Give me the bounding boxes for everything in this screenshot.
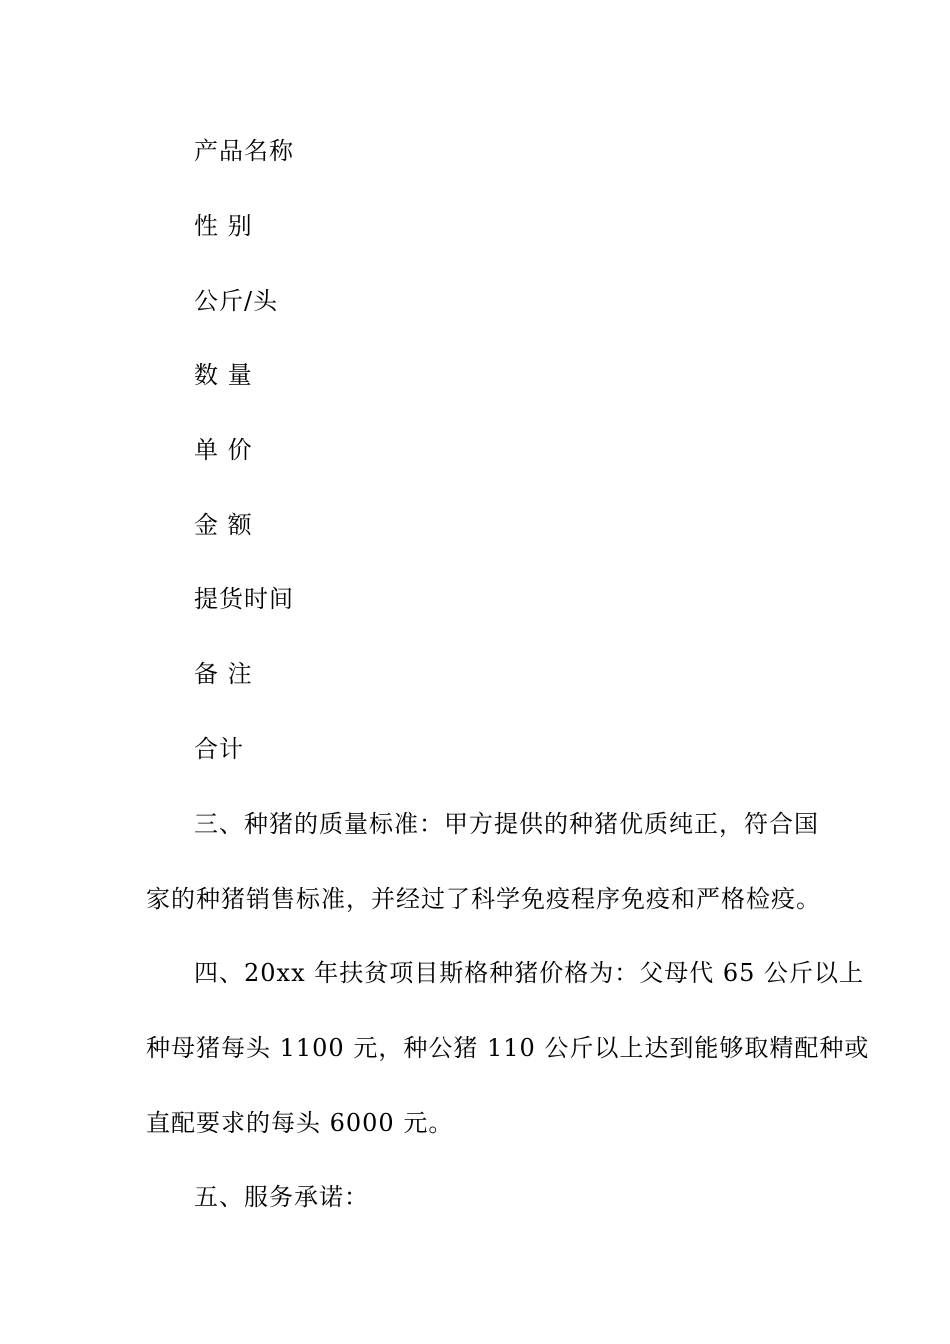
label-product-name: 产品名称 xyxy=(194,137,294,165)
label-remarks: 备 注 xyxy=(194,660,253,688)
label-total: 合计 xyxy=(194,735,244,763)
section5-heading: 五、服务承诺： xyxy=(194,1183,369,1211)
label-quantity: 数 量 xyxy=(194,361,253,389)
label-amount: 金 额 xyxy=(194,511,253,539)
section3-line1: 三、种猪的质量标准：甲方提供的种猪优质纯正，符合国 xyxy=(194,810,819,838)
label-gender: 性 别 xyxy=(194,212,253,240)
section4-line3: 直配要求的每头 6000 元。 xyxy=(146,1109,454,1137)
label-pickup-time: 提货时间 xyxy=(194,585,294,613)
section3-line2: 家的种猪销售标准，并经过了科学免疫程序免疫和严格检疫。 xyxy=(146,885,821,913)
section4-line1: 四、20xx 年扶贫项目斯格种猪价格为：父母代 65 公斤以上 xyxy=(194,959,865,987)
section4-line2: 种母猪每头 1100 元，种公猪 110 公斤以上达到能够取精配种或 xyxy=(146,1034,870,1062)
label-unit-price: 单 价 xyxy=(194,436,253,464)
label-kg-per-head: 公斤/头 xyxy=(194,287,279,315)
